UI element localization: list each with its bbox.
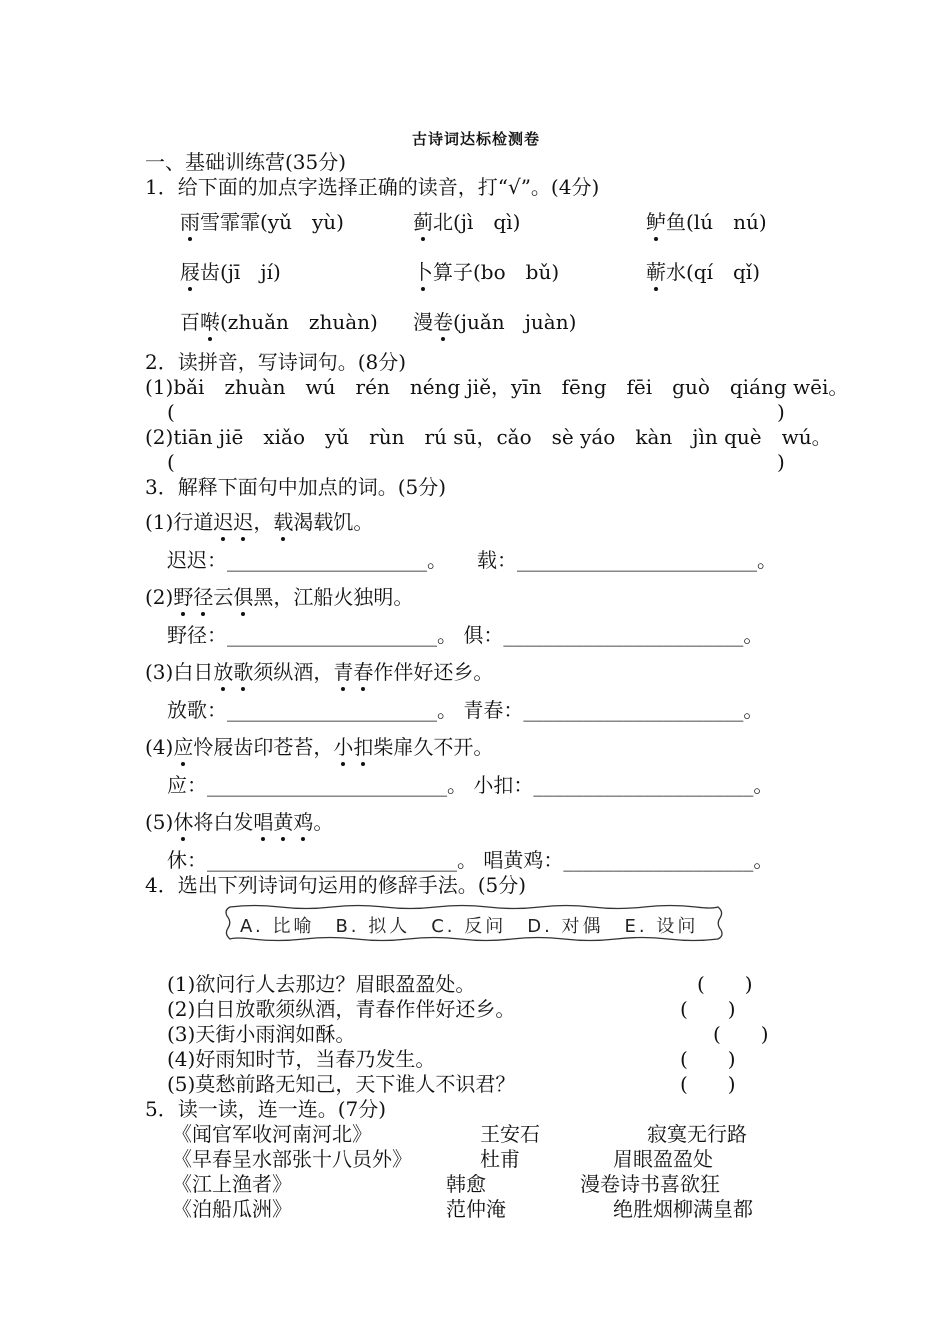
poet-name[interactable]: 王安石 [480, 1122, 540, 1146]
dotted-char: 青 [333, 660, 354, 684]
dotted-char: 屐 [180, 260, 200, 284]
dotted-char: 小 [333, 735, 354, 759]
poem-line[interactable]: 眉眼盈盈处 [613, 1147, 713, 1171]
dotted-char: 迟 [233, 510, 254, 534]
q3-answer-line-5[interactable]: 休：_________________________。 唱黄鸡：___________________。 [167, 848, 774, 872]
question-5-heading: 5．读一读，连一连。(7分) [145, 1097, 387, 1121]
question-2-heading: 2．读拼音，写诗词句。(8分) [145, 350, 407, 374]
answer-paren-close: ) [777, 400, 785, 424]
poem-title[interactable]: 《早春呈水部张十八员外》 [172, 1147, 412, 1171]
question-4-heading: 4．选出下列诗词句运用的修辞手法。(5分) [145, 873, 527, 897]
q3-answer-line-1[interactable]: 迟迟：____________________。 载：________________________。 [167, 548, 777, 572]
dotted-char: 俱 [233, 585, 254, 609]
q4-item: (5)莫愁前路无知己，天下谁人不识君？ [167, 1072, 516, 1096]
q4-item: (4)好雨知时节，当春乃发生。 [167, 1047, 436, 1071]
dotted-char: 黄 [273, 810, 294, 834]
pinyin-line-1: (1)bǎi zhuàn wú rén néng jiě，yīn fēng fēi guò qiáng wēi。 [145, 375, 849, 399]
dotted-char: 蓟 [413, 210, 433, 234]
dotted-char: 卷 [433, 310, 453, 334]
q3-answer-line-4[interactable]: 应：________________________。 小扣：______________________。 [167, 773, 774, 797]
q3-answer-line-2[interactable]: 野径：_____________________。 俱：________________________。 [167, 623, 764, 647]
question-3-heading: 3．解释下面句中加点的词。(5分) [145, 475, 447, 499]
dotted-char: 载 [273, 510, 294, 534]
q4-answer-blank[interactable]: ( ) [680, 1047, 736, 1071]
q1-item: 鲈鱼(lú nú) [646, 210, 767, 234]
dotted-char: 歌 [233, 660, 254, 684]
q4-item: (3)天街小雨润如酥。 [167, 1022, 356, 1046]
q3-sentence-3: (3)白日放歌须纵酒，青春作伴好还乡。 [145, 660, 494, 684]
dotted-char: 应 [173, 735, 194, 759]
q3-sentence-2: (2)野径云俱黑，江船火独明。 [145, 585, 414, 609]
q4-answer-blank[interactable]: ( ) [680, 1072, 736, 1096]
pinyin-line-2: (2)tiān jiē xiǎo yǔ rùn rú sū，cǎo sè yáo kàn jìn què wú。 [145, 425, 832, 449]
section-heading: 一、基础训练营(35分) [145, 150, 347, 174]
answer-paren-open: ( [167, 450, 175, 474]
q3-sentence-4: (4)应怜屐齿印苍苔，小扣柴扉久不开。 [145, 735, 494, 759]
dotted-char: 野 [173, 585, 194, 609]
dotted-char: 休 [173, 810, 194, 834]
question-1-heading: 1．给下面的加点字选择正确的读音，打“√”。(4分) [145, 175, 600, 199]
dotted-char: 唱 [253, 810, 274, 834]
q1-item: 漫卷(juǎn juàn) [413, 310, 577, 334]
q1-item: 蕲水(qí qǐ) [646, 260, 761, 284]
poem-title[interactable]: 《闻官军收河南河北》 [172, 1122, 372, 1146]
q4-answer-blank[interactable]: ( ) [680, 997, 736, 1021]
poem-line[interactable]: 绝胜烟柳满皇都 [613, 1197, 753, 1221]
answer-paren-close: ) [777, 450, 785, 474]
poet-name[interactable]: 范仲淹 [446, 1197, 506, 1221]
q1-item: 卜算子(bo bǔ) [413, 260, 560, 284]
dotted-char: 迟 [213, 510, 234, 534]
poem-title[interactable]: 《泊船瓜洲》 [172, 1197, 292, 1221]
q1-item: 雨雪霏霏(yǔ yù) [180, 210, 344, 234]
q4-item: (1)欲问行人去那边？眉眼盈盈处。 [167, 972, 476, 996]
answer-paren-open: ( [167, 400, 175, 424]
poem-line[interactable]: 漫卷诗书喜欲狂 [580, 1172, 720, 1196]
q4-item: (2)白日放歌须纵酒，青春作伴好还乡。 [167, 997, 516, 1021]
dotted-char: 扣 [353, 735, 374, 759]
q3-answer-line-3[interactable]: 放歌：_____________________。 青春：______________________。 [167, 698, 764, 722]
poet-name[interactable]: 韩愈 [446, 1172, 486, 1196]
dotted-char: 放 [213, 660, 234, 684]
rhetoric-options: A. 比喻 B. 拟人 C. 反问 D. 对偶 E. 设问 [240, 916, 699, 937]
dotted-char: 鲈 [646, 210, 666, 234]
q3-sentence-1: (1)行道迟迟，载渴载饥。 [145, 510, 374, 534]
poet-name[interactable]: 杜甫 [480, 1147, 520, 1171]
q1-item: 屐齿(jī jí) [180, 260, 281, 284]
dotted-char: 雨 [180, 210, 200, 234]
dotted-char: 卜 [413, 260, 433, 284]
q4-answer-blank[interactable]: ( ) [697, 972, 753, 996]
dotted-char: 蕲 [646, 260, 666, 284]
options-box [224, 904, 724, 942]
dotted-char: 径 [193, 585, 214, 609]
q3-sentence-5: (5)休将白发唱黄鸡。 [145, 810, 334, 834]
page-title: 古诗词达标检测卷 [412, 130, 541, 148]
q1-item: 百啭(zhuǎn zhuàn) [180, 310, 378, 334]
poem-line[interactable]: 寂寞无行路 [647, 1122, 747, 1146]
q1-item: 蓟北(jì qì) [413, 210, 521, 234]
poem-title[interactable]: 《江上渔者》 [172, 1172, 292, 1196]
dotted-char: 鸡 [293, 810, 314, 834]
dotted-char: 啭 [200, 310, 220, 334]
q4-answer-blank[interactable]: ( ) [713, 1022, 769, 1046]
dotted-char: 春 [353, 660, 374, 684]
